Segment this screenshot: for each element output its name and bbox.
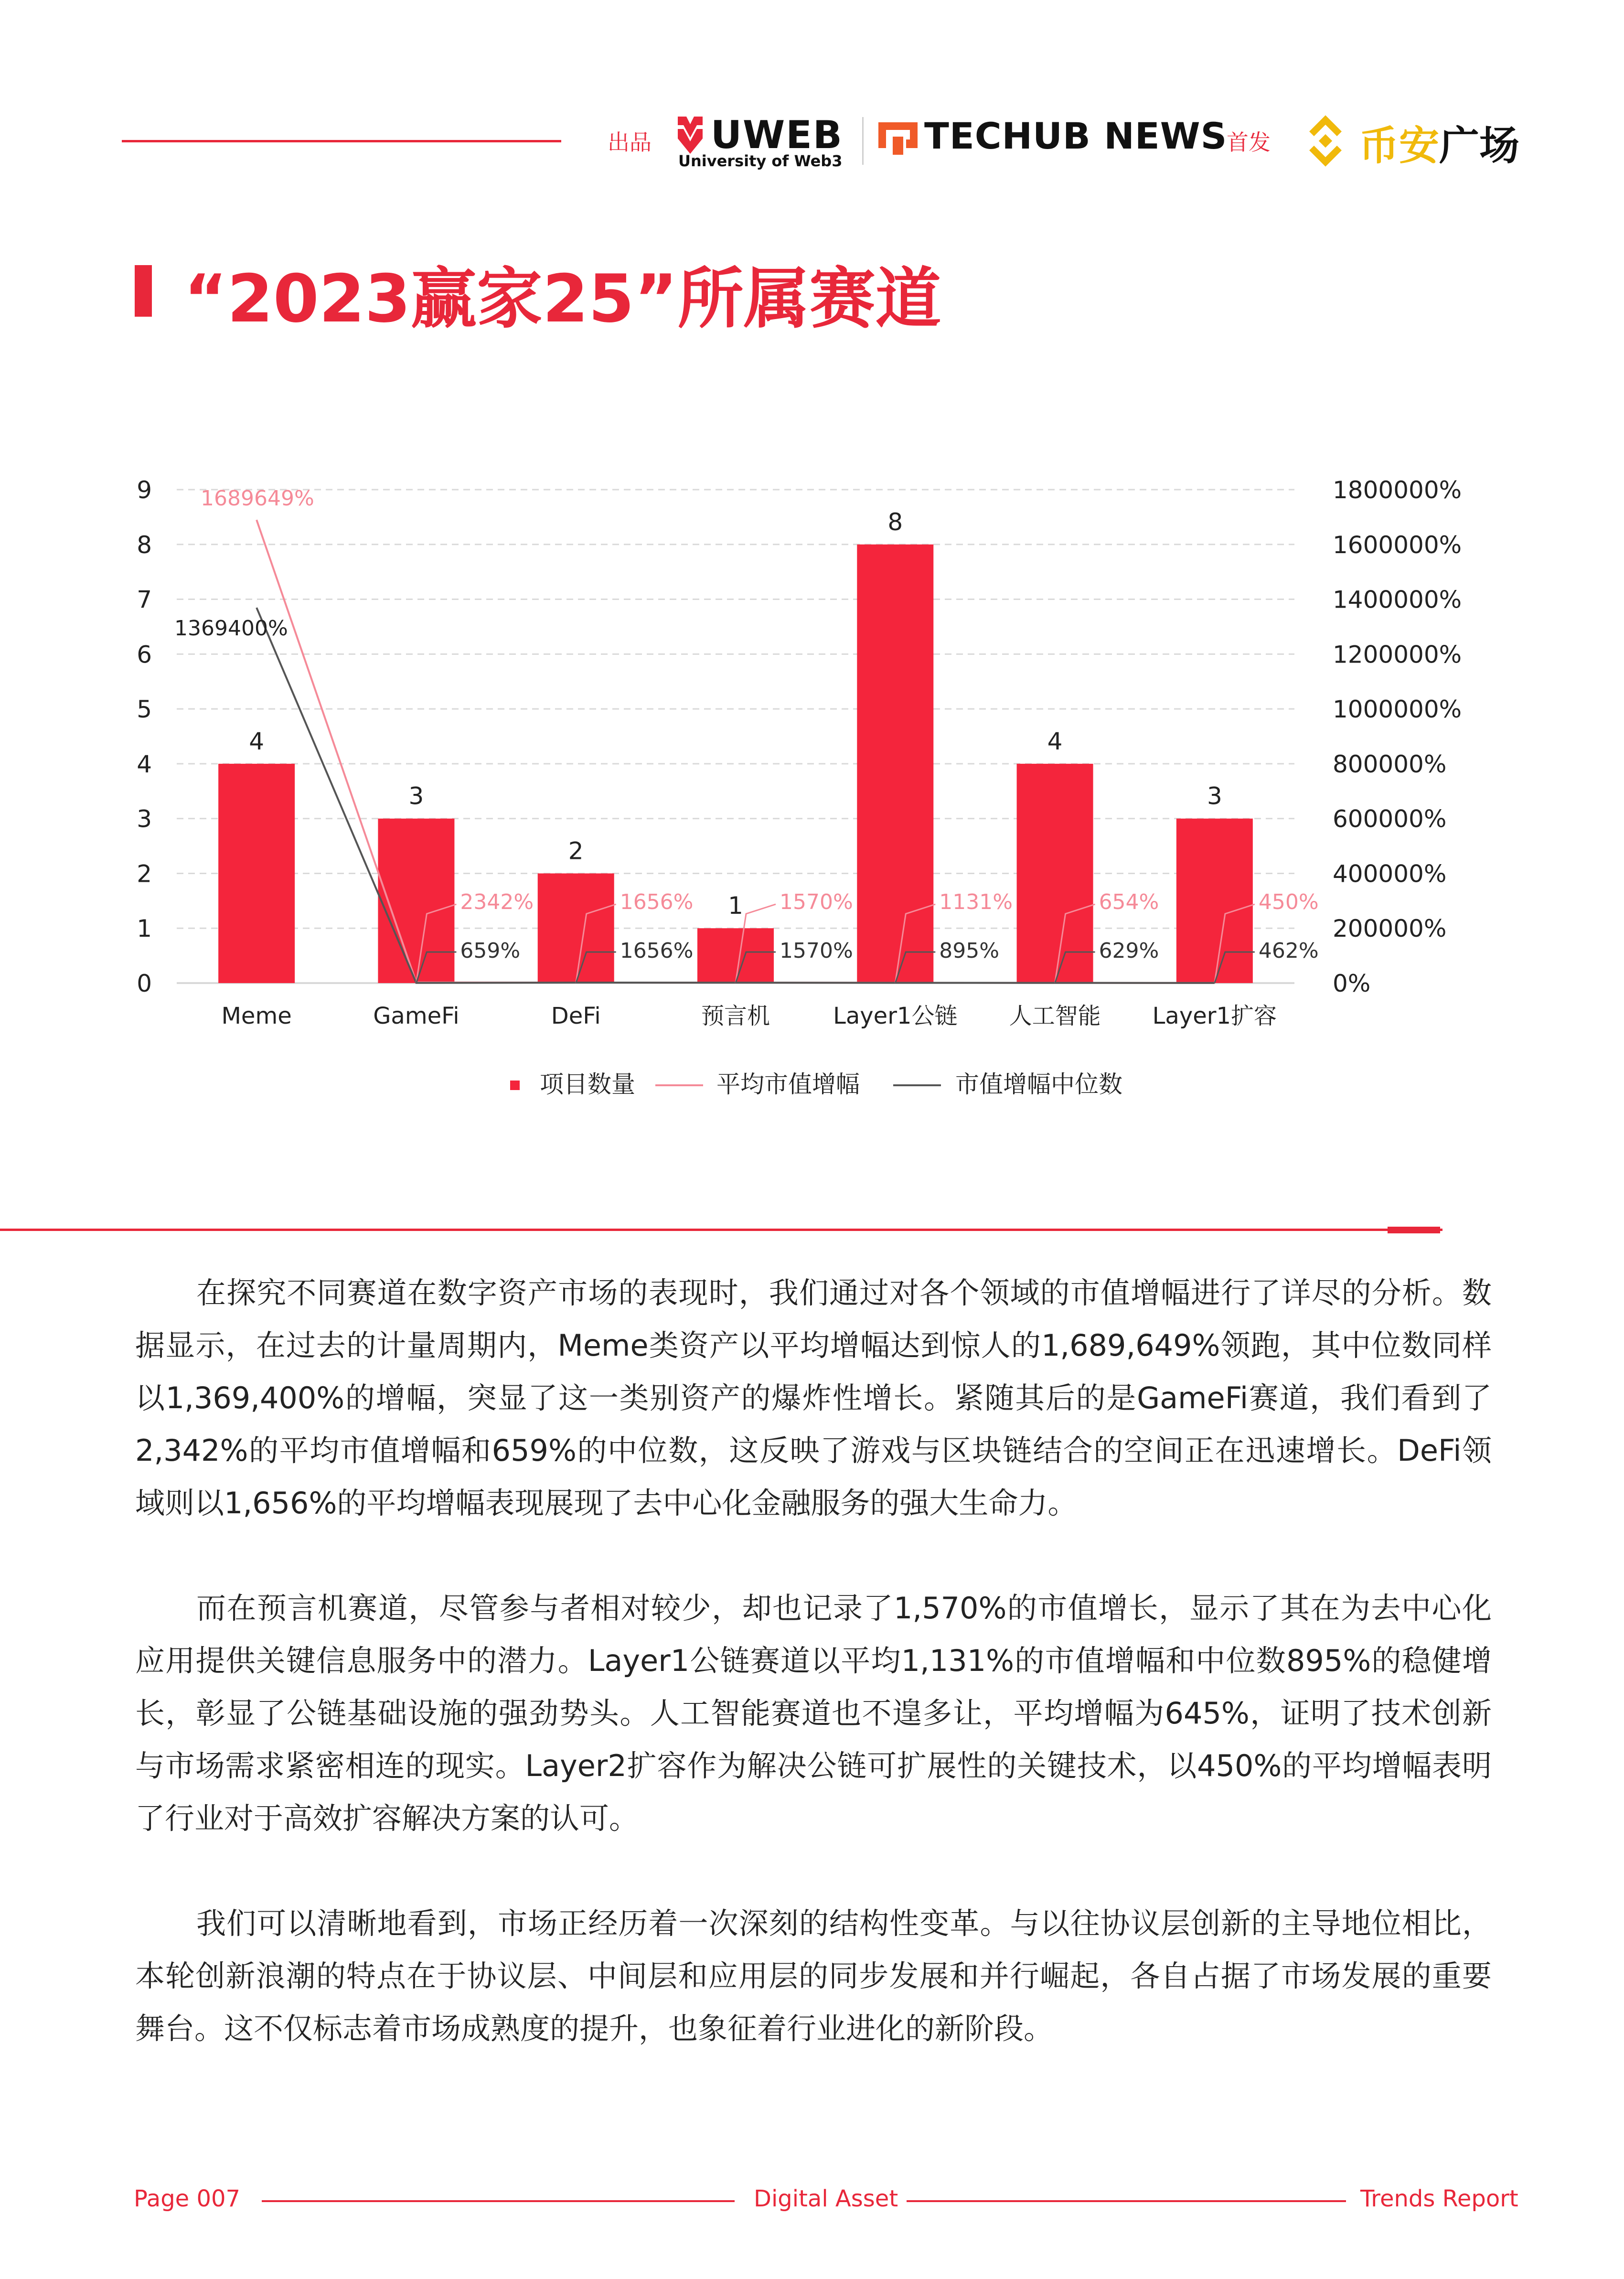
bar-data-label: 1 [728, 892, 743, 920]
techub-news-name: TECHUB NEWS [924, 115, 1228, 157]
bar-data-label: 2 [568, 837, 584, 865]
mean-data-label: 654% [1099, 890, 1159, 914]
section-divider [0, 1229, 1442, 1231]
section-divider-accent [1388, 1227, 1440, 1233]
mean-leader-line [239, 516, 256, 520]
sector-chart [0, 430, 1624, 1051]
legend-label-mean: 平均市值增幅 [716, 1070, 860, 1098]
y-right-tick-label: 1000000% [1333, 695, 1462, 724]
binance-square-name [1359, 114, 1519, 171]
header-rule-left [122, 140, 561, 142]
median-data-label: 629% [1099, 939, 1159, 963]
bar-data-label: 3 [408, 782, 424, 810]
binance-name-b: 广场 [1439, 122, 1520, 169]
techub-logo-icon [876, 120, 919, 157]
legend-swatch-bar [510, 1081, 520, 1090]
y-left-tick-label: 3 [137, 805, 152, 833]
median-data-label: 1369400% [174, 616, 288, 641]
y-left-tick-label: 9 [137, 476, 152, 504]
mean-data-label: 1656% [620, 890, 694, 914]
chart-labels [174, 486, 1319, 983]
binance-name-a: 币安 [1359, 122, 1440, 169]
bar-data-label: 8 [887, 508, 903, 536]
bar-Meme [218, 764, 295, 983]
x-tick-label: Layer1公链 [833, 1003, 958, 1029]
bar-人工智能 [1017, 764, 1093, 983]
bar-data-label: 4 [249, 727, 265, 755]
paragraph-1: 在探究不同赛道在数字资产市场的表现时，我们通过对各个领域的市值增幅进行了详尽的分析。数据显示，在过去的计量周期内，Meme类资产以平均增幅达到惊人的1,689,649%领跑，其中位数同样以1,369,400%的增幅，突显了这一类别资产的爆炸性增长。紧随其后的是GameFi赛道，我们看到了2,342%的平均市值增幅和659%的中位数，这反映了游戏与区块链结合的空间正在迅速增长。DeFi领域则以1,656%的平均增幅表现展现了去中心化金融服务的强大生命力。 [135, 1275, 1492, 1520]
uweb-logo-icon [676, 115, 705, 155]
y-left-tick-label: 1 [137, 915, 152, 943]
x-tick-label: 预言机 [701, 1003, 770, 1029]
median-data-label: 659% [460, 939, 521, 963]
bar-data-label: 4 [1047, 727, 1063, 755]
footer-rule-left [262, 2200, 735, 2202]
legend-swatch-mean [655, 1084, 703, 1086]
page-title: “2023赢家25”所属赛道 [184, 260, 941, 337]
x-tick-label: Layer1扩容 [1152, 1003, 1277, 1029]
y-right-tick-label: 400000% [1333, 860, 1447, 888]
uweb-subtitle: University of Web3 [678, 152, 843, 170]
binance-logo-icon [1299, 115, 1352, 167]
y-right-tick-label: 800000% [1333, 750, 1447, 778]
y-left-tick-label: 6 [137, 641, 152, 669]
legend-label-count: 项目数量 [540, 1070, 635, 1098]
x-tick-label: 人工智能 [1009, 1003, 1101, 1029]
produced-label: 出品 [608, 129, 652, 155]
footer-right-text: Trends Report [1360, 2185, 1518, 2212]
mean-data-label: 1689649% [201, 486, 314, 511]
y-left-tick-label: 5 [137, 695, 152, 724]
title-accent-bar [135, 265, 152, 317]
bar-Layer1扩容 [1176, 819, 1253, 983]
x-tick-label: Meme [221, 1003, 292, 1029]
legend-label-median: 市值增幅中位数 [955, 1070, 1122, 1098]
y-right-tick-label: 200000% [1333, 915, 1447, 943]
y-left-tick-label: 4 [137, 750, 152, 778]
legend-swatch-median [893, 1084, 941, 1086]
y-right-tick-label: 1600000% [1333, 531, 1462, 559]
mean-data-label: 2342% [460, 890, 534, 914]
y-right-tick-label: 1200000% [1333, 641, 1462, 669]
mean-data-label: 1131% [939, 890, 1013, 914]
paragraph-2: 而在预言机赛道，尽管参与者相对较少，却也记录了1,570%的市值增长，显示了其在为去中心化应用提供关键信息服务中的潜力。Layer1公链赛道以平均1,131%的市值增幅和中位数895%的稳健增长，彰显了公链基础设施的强劲势头。人工智能赛道也不遑多让，平均增幅为645%，证明了技术创新与市场需求紧密相连的现实。Layer2扩容作为解决公链可扩展性的关键技术，以450%的平均增幅表明了行业对于高效扩容解决方案的认可。 [135, 1591, 1492, 1836]
y-right-tick-label: 0% [1333, 970, 1371, 997]
median-data-label: 1570% [780, 939, 853, 963]
mean-data-label: 1570% [780, 890, 853, 914]
y-right-tick-label: 1400000% [1333, 586, 1462, 614]
bar-GameFi [378, 819, 454, 983]
x-tick-label: DeFi [551, 1003, 601, 1029]
bar-预言机 [697, 928, 774, 983]
header-separator [862, 117, 864, 165]
median-data-label: 462% [1258, 939, 1319, 963]
y-left-tick-label: 8 [137, 531, 152, 559]
bar-Layer1公链 [857, 545, 933, 983]
footer-page-number: Page 007 [134, 2185, 241, 2212]
median-data-label: 1656% [620, 939, 694, 963]
premiere-label: 首发 [1227, 129, 1271, 155]
bar-data-label: 3 [1207, 782, 1222, 810]
bar-DeFi [538, 873, 614, 983]
y-right-tick-label: 1800000% [1333, 476, 1462, 504]
median-data-label: 895% [939, 939, 1000, 963]
y-right-tick-label: 600000% [1333, 805, 1447, 833]
x-tick-label: GameFi [373, 1003, 459, 1029]
paragraph-3: 我们可以清晰地看到，市场正经历着一次深刻的结构性变革。与以往协议层创新的主导地位相比，本轮创新浪潮的特点在于协议层、中间层和应用层的同步发展和并行崛起，各自占据了市场发展的重要舞台。这不仅标志着市场成熟度的提升，也象征着行业进化的新阶段。 [135, 1906, 1492, 2046]
y-left-tick-label: 7 [137, 586, 152, 614]
y-left-tick-label: 2 [137, 860, 152, 888]
mean-data-label: 450% [1258, 890, 1319, 914]
y-left-tick-label: 0 [137, 970, 152, 997]
footer-rule-right [907, 2200, 1346, 2202]
uweb-name: UWEB [711, 113, 843, 157]
footer-center-text: Digital Asset [754, 2185, 898, 2212]
